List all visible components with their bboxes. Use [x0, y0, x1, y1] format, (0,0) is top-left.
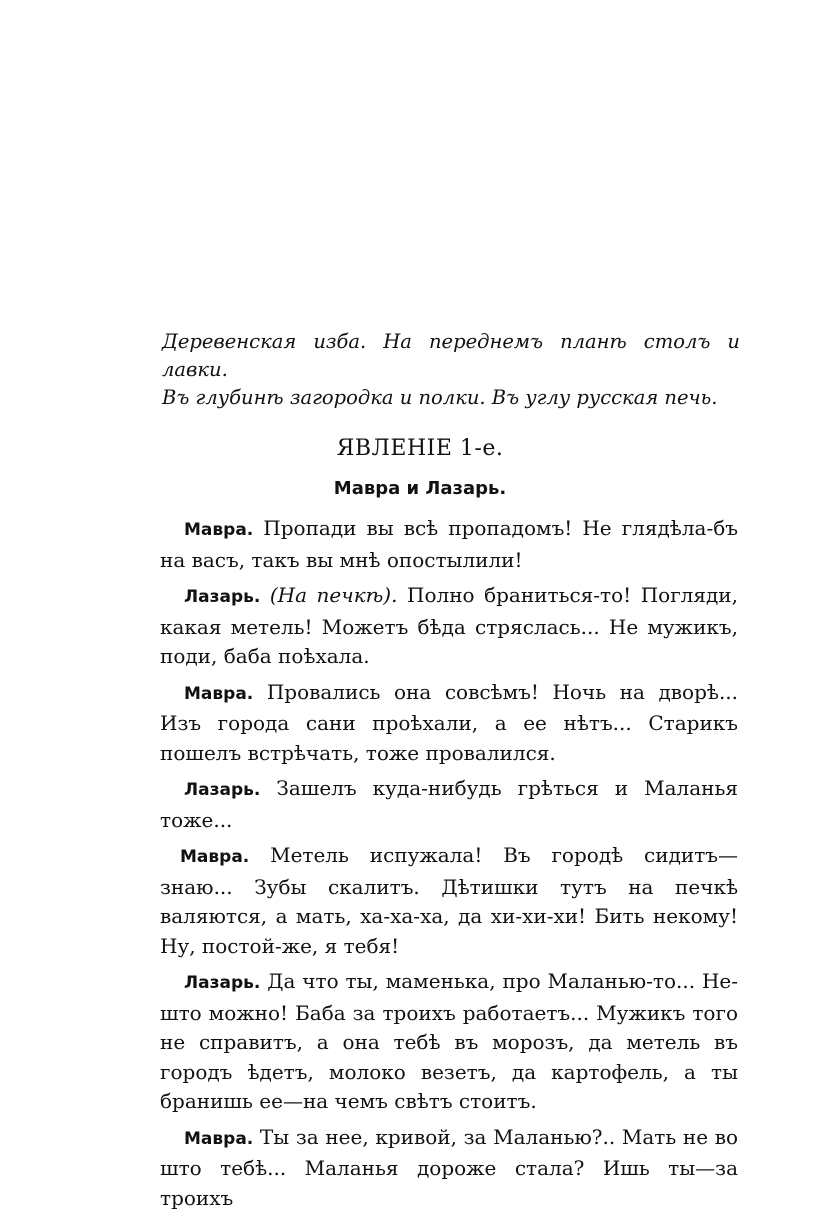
line-text: Провались она совсѣмъ! Ночь на дворѣ... Изъ города сани проѣхали, а ее нѣтъ... Старикъ пошелъ встрѣчать, тоже провалился. [160, 679, 739, 765]
stage-direction [162, 328, 740, 412]
dialogue-line [160, 581, 738, 672]
dialogue-line [160, 514, 738, 575]
scene-heading: ЯВЛЕНІЕ 1-е. [336, 436, 504, 461]
line-text: Да что ты, маменька, про Маланью-то... Не-што можно! Баба за троихъ работаетъ... Мужикъ того не справитъ, а она тебѣ въ морозъ, да метель въ городъ ѣдетъ, молоко везетъ, да картофель, а ты бранишь ее—на чемъ свѣтъ стоитъ. [160, 969, 739, 1113]
dialogue-line [160, 678, 738, 769]
speaker-name: Мавра. [184, 520, 254, 540]
stage-direction-line: Въ глубинѣ загородка и полки. Въ углу русская печь. [162, 386, 718, 409]
dialogue [160, 514, 738, 1219]
dialogue-line [160, 1123, 738, 1214]
stage-remark: (На печкѣ). [269, 583, 398, 607]
speaker-name: Лазарь. [184, 973, 261, 993]
scene-characters: Мавра и Лазарь. [333, 478, 507, 499]
stage-direction-line: Деревенская изба. На переднемъ планѣ столъ и лавки. [162, 330, 740, 381]
speaker-name: Лазарь. [184, 780, 261, 800]
line-text: Пропади вы всѣ пропадомъ! Не глядѣла-бъ на васъ, такъ вы мнѣ опостылили! [160, 516, 738, 572]
line-text: Ты за нее, кривой, за Маланью?.. Мать не во што тебѣ... Маланья дороже стала? Ишь ты—за троихъ [160, 1124, 739, 1210]
dialogue-line [160, 774, 738, 835]
speaker-name: Мавра. [184, 683, 254, 704]
line-text: Полно браниться-то! Погляди, какая метель! Можетъ бѣда стряслась... Не мужикъ, поди, баба поѣхала. [160, 583, 738, 668]
dialogue-line [160, 967, 738, 1117]
speaker-name: Мавра. [184, 1128, 254, 1149]
speaker-name: Лазарь. [184, 587, 261, 607]
dialogue-line [160, 841, 738, 961]
line-text: Зашелъ куда-нибудь грѣться и Маланья тоже... [160, 776, 739, 832]
speaker-name: Мавра. [180, 847, 250, 867]
line-text: Метель испужала! Въ городѣ сидитъ—знаю... Зубы скалитъ. Дѣтишки тутъ на печкѣ валяются, а мать, ха-ха-ха, да хи-хи-хи! Бить некому! Ну, постой-же, я тебя! [160, 843, 738, 958]
